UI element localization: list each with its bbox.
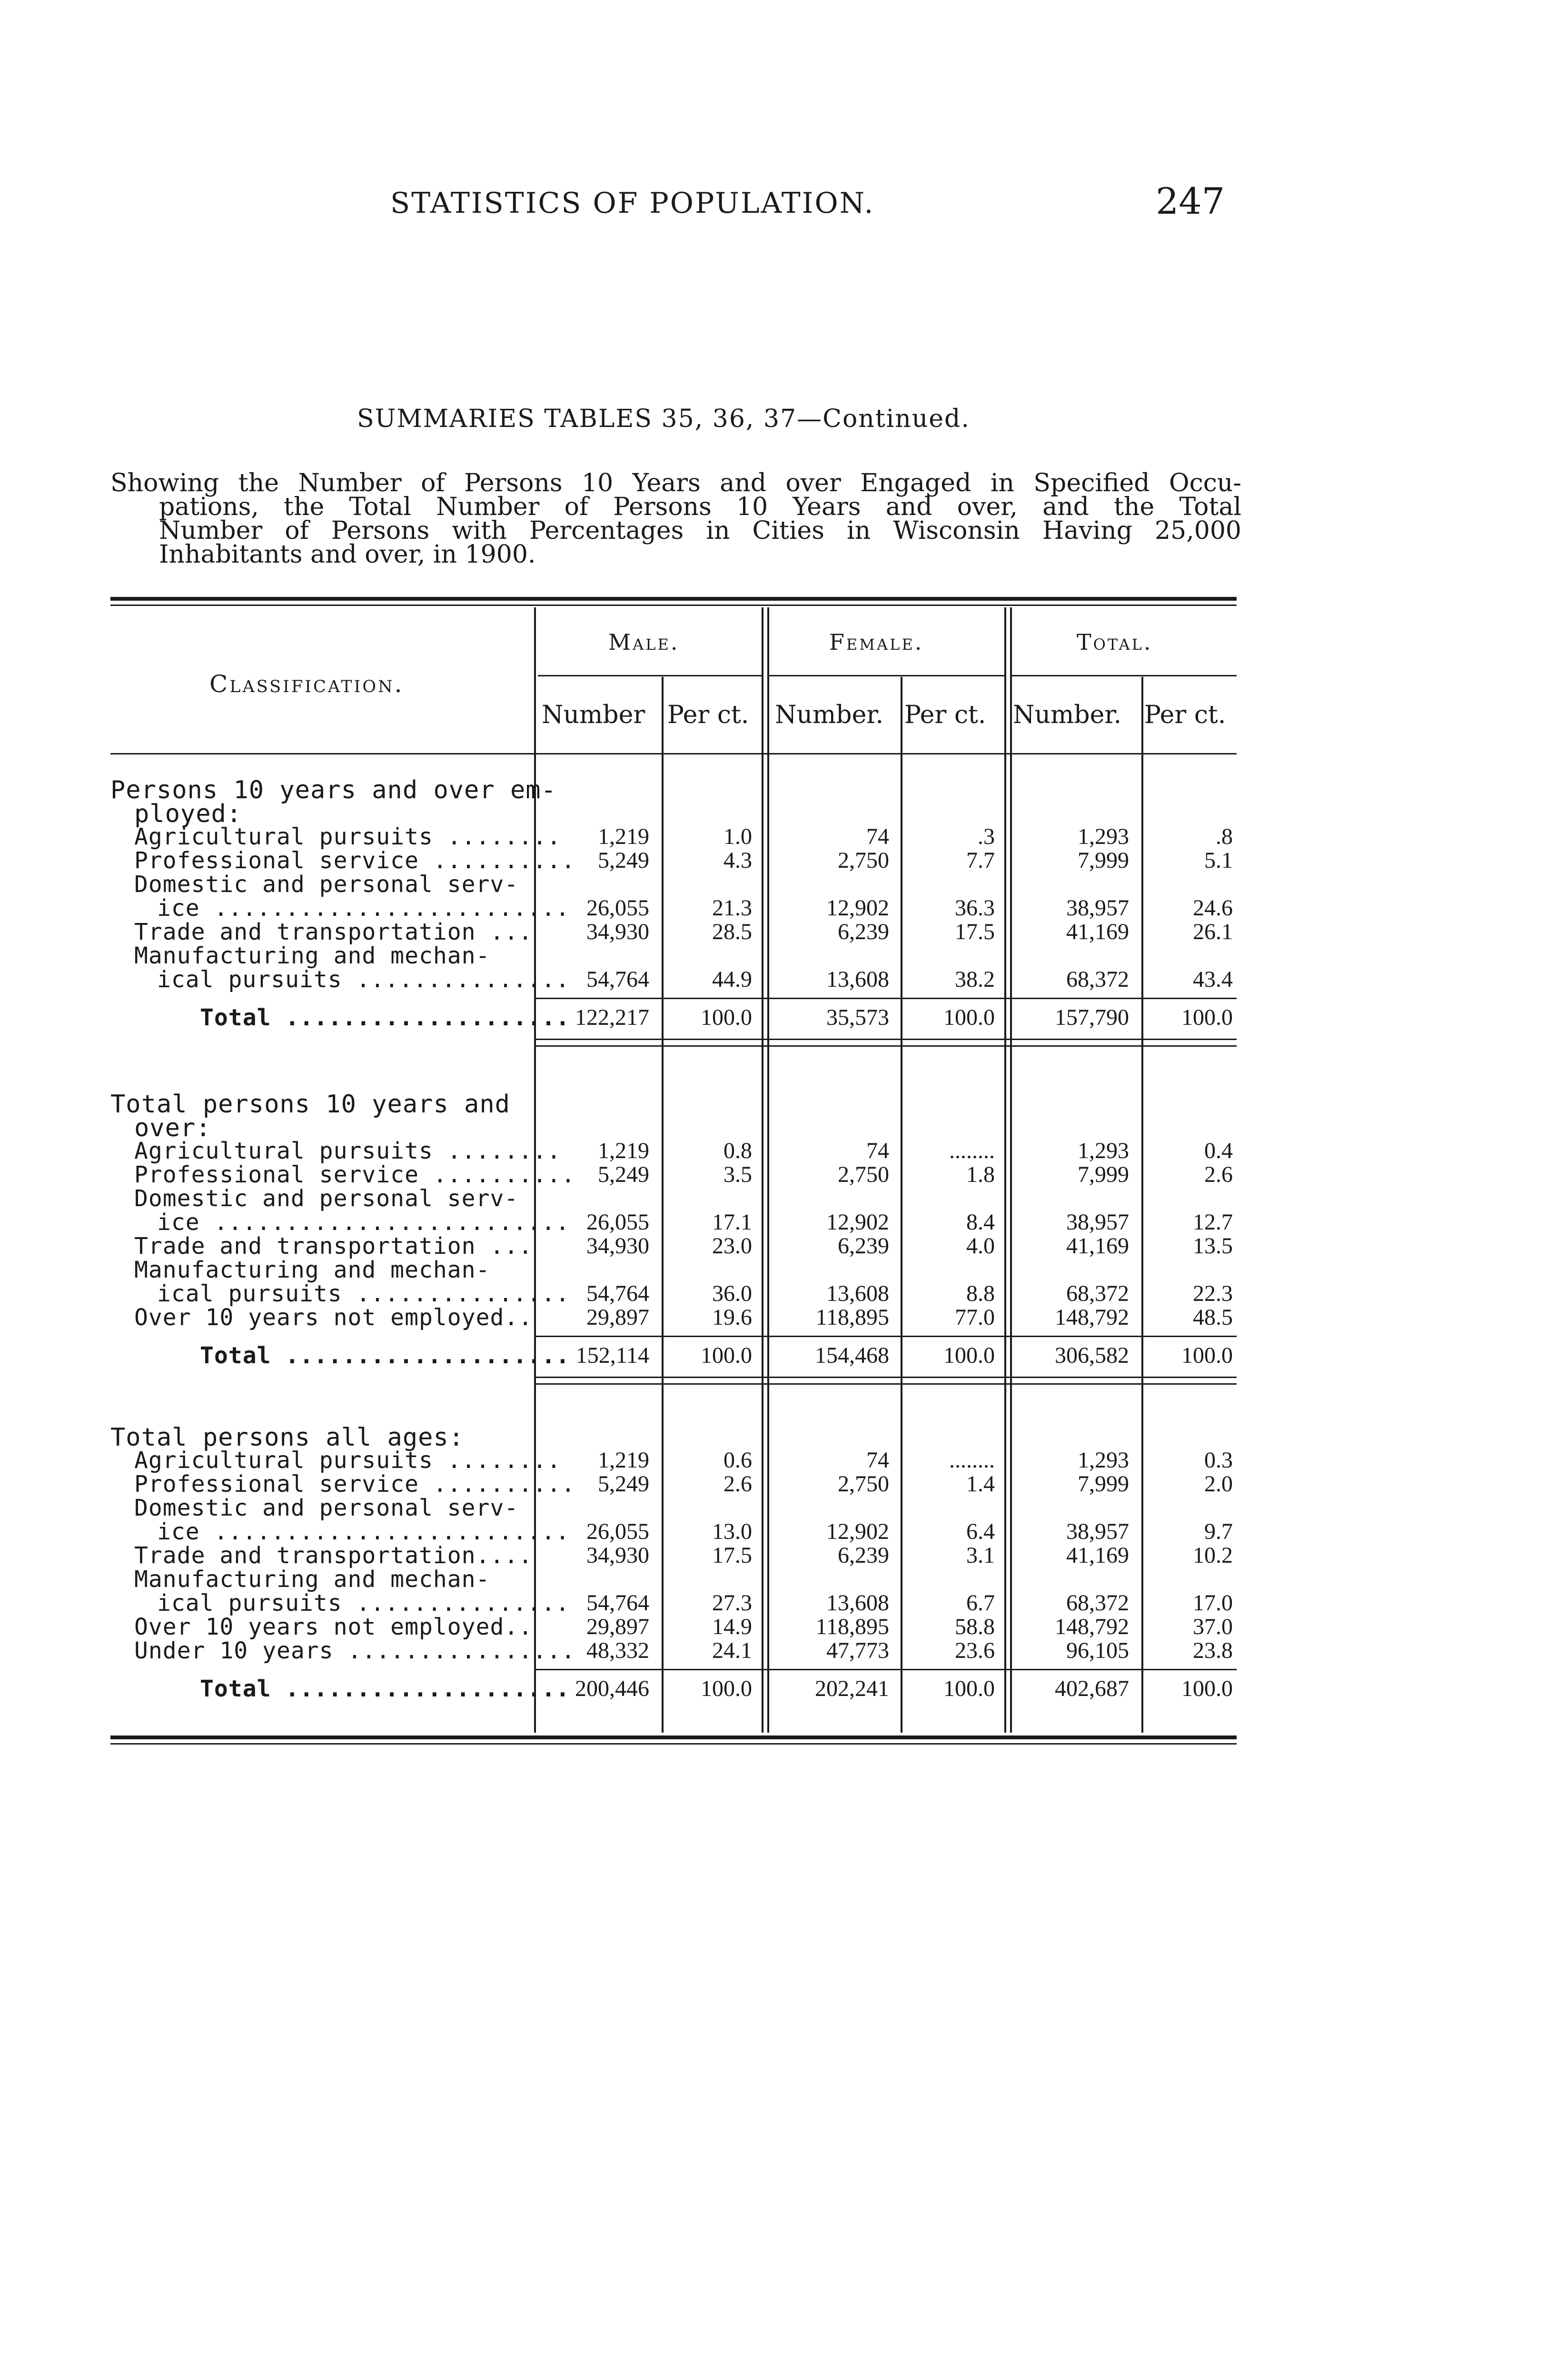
row-label: Trade and transportation ...	[134, 919, 533, 945]
table-rule	[110, 1743, 1237, 1745]
header-classification: Classification.	[209, 670, 404, 698]
number-cell: 96,105	[1066, 1638, 1129, 1663]
table-rule	[110, 753, 1237, 754]
percent-cell: 5.1	[1204, 848, 1233, 873]
caption-line: pations, the Total Number of Persons 10 Years and over, and the Total	[159, 493, 1241, 521]
percent-cell: 28.5	[712, 919, 752, 944]
header-male: Male.	[608, 629, 680, 655]
percent-cell: 2.0	[1204, 1471, 1233, 1497]
percent-cell: 36.3	[955, 895, 995, 921]
percent-cell: 22.3	[1193, 1281, 1233, 1306]
row-label: Manufacturing and mechan-	[134, 1257, 490, 1283]
number-cell: 148,792	[1055, 1614, 1129, 1639]
row-label: ical pursuits ...............	[157, 1590, 570, 1616]
total-label: Total ....................	[200, 1004, 570, 1031]
number-cell: 1,219	[598, 824, 649, 849]
number-cell: 41,169	[1066, 1543, 1129, 1568]
header-female: Female.	[829, 629, 924, 655]
number-cell: 13,608	[826, 1590, 889, 1616]
number-cell: 2,750	[838, 1162, 889, 1187]
percent-cell: 38.2	[955, 967, 995, 992]
total-value-cell: 100.0	[1181, 1343, 1233, 1368]
total-value-cell: 100.0	[1181, 1676, 1233, 1701]
percent-cell: 10.2	[1193, 1543, 1233, 1568]
total-value-cell: 100.0	[943, 1676, 995, 1701]
percent-cell: 4.3	[723, 848, 752, 873]
percent-cell: 8.4	[966, 1210, 995, 1235]
number-cell: 5,249	[598, 848, 649, 873]
total-value-cell: 306,582	[1055, 1343, 1129, 1368]
number-cell: 34,930	[586, 1233, 649, 1259]
table-rule	[1012, 675, 1237, 676]
number-cell: 13,608	[826, 1281, 889, 1306]
number-cell: 26,055	[586, 895, 649, 921]
percent-cell: 0.4	[1204, 1138, 1233, 1163]
row-label: Professional service ..........	[134, 847, 575, 874]
percent-cell: .8	[1216, 824, 1233, 849]
percent-cell: 17.1	[712, 1210, 752, 1235]
number-cell: 38,957	[1066, 895, 1129, 921]
column-separator	[901, 677, 902, 1733]
percent-cell: 8.8	[966, 1281, 995, 1306]
row-label: ice .........................	[157, 895, 570, 922]
percent-cell: 24.1	[712, 1638, 752, 1663]
total-value-cell: 100.0	[701, 1005, 752, 1030]
row-label: Trade and transportation ...	[134, 1233, 533, 1259]
row-label: ical pursuits ...............	[157, 1280, 570, 1307]
percent-cell: 4.0	[966, 1233, 995, 1259]
percent-cell: ........	[949, 1138, 995, 1163]
table-rule	[110, 597, 1237, 601]
percent-cell: 12.7	[1193, 1210, 1233, 1235]
percent-cell: 13.5	[1193, 1233, 1233, 1259]
subheader-cell: Number	[542, 701, 645, 729]
number-cell: 148,792	[1055, 1305, 1129, 1330]
table-rule	[110, 605, 1237, 606]
total-value-cell: 402,687	[1055, 1676, 1129, 1701]
column-separator	[1004, 607, 1006, 1733]
table-rule	[534, 1669, 1237, 1670]
number-cell: 6,239	[838, 1233, 889, 1259]
percent-cell: 14.9	[712, 1614, 752, 1639]
number-cell: 12,902	[826, 1210, 889, 1235]
section-heading: Total persons 10 years and	[110, 1090, 510, 1119]
percent-cell: 6.7	[966, 1590, 995, 1616]
number-cell: 74	[866, 824, 889, 849]
number-cell: 7,999	[1078, 1471, 1129, 1497]
number-cell: 54,764	[586, 1281, 649, 1306]
percent-cell: 13.0	[712, 1519, 752, 1544]
number-cell: 118,895	[815, 1614, 889, 1639]
number-cell: 6,239	[838, 919, 889, 944]
number-cell: 29,897	[586, 1305, 649, 1330]
row-label: Manufacturing and mechan-	[134, 1566, 490, 1593]
percent-cell: 1.8	[966, 1162, 995, 1187]
row-label: Agricultural pursuits ........	[134, 1138, 561, 1164]
total-value-cell: 200,446	[575, 1676, 649, 1701]
total-value-cell: 157,790	[1055, 1005, 1129, 1030]
number-cell: 5,249	[598, 1471, 649, 1497]
caption-line: Showing the Number of Persons 10 Years and over Engaged in Specified Occu-	[110, 469, 1241, 497]
percent-cell: 43.4	[1193, 967, 1233, 992]
row-label: Professional service ..........	[134, 1471, 575, 1497]
number-cell: 1,293	[1078, 1138, 1129, 1163]
number-cell: 1,219	[598, 1448, 649, 1473]
percent-cell: 7.7	[966, 848, 995, 873]
table-rule	[534, 1039, 1237, 1040]
number-cell: 13,608	[826, 967, 889, 992]
percent-cell: 23.8	[1193, 1638, 1233, 1663]
column-separator	[1010, 607, 1012, 1733]
subheader-cell: Number.	[1013, 701, 1122, 729]
number-cell: 68,372	[1066, 1590, 1129, 1616]
row-label: Manufacturing and mechan-	[134, 942, 490, 969]
total-value-cell: 202,241	[815, 1676, 889, 1701]
column-separator	[767, 607, 769, 1733]
number-cell: 2,750	[838, 848, 889, 873]
number-cell: 74	[866, 1448, 889, 1473]
total-label: Total ....................	[200, 1342, 570, 1369]
total-value-cell: 154,468	[815, 1343, 889, 1368]
total-value-cell: 100.0	[943, 1343, 995, 1368]
number-cell: 41,169	[1066, 1233, 1129, 1259]
number-cell: 74	[866, 1138, 889, 1163]
row-label: ice .........................	[157, 1518, 570, 1545]
percent-cell: 36.0	[712, 1281, 752, 1306]
percent-cell: 23.0	[712, 1233, 752, 1259]
total-label: Total ....................	[200, 1676, 570, 1702]
percent-cell: 1.0	[723, 824, 752, 849]
percent-cell: 21.3	[712, 895, 752, 921]
number-cell: 68,372	[1066, 1281, 1129, 1306]
row-label: Professional service ..........	[134, 1161, 575, 1188]
subheader-cell: Per ct.	[1144, 701, 1226, 729]
table-rule	[534, 1383, 1237, 1385]
percent-cell: 2.6	[723, 1471, 752, 1497]
percent-cell: 48.5	[1193, 1305, 1233, 1330]
number-cell: 47,773	[826, 1638, 889, 1663]
column-separator	[1141, 677, 1143, 1733]
subheader-cell: Number.	[775, 701, 884, 729]
percent-cell: 58.8	[955, 1614, 995, 1639]
section-heading: Total persons all ages:	[110, 1423, 465, 1452]
percent-cell: 9.7	[1204, 1519, 1233, 1544]
total-value-cell: 100.0	[701, 1343, 752, 1368]
number-cell: 48,332	[586, 1638, 649, 1663]
table-rule	[538, 675, 762, 676]
percent-cell: 2.6	[1204, 1162, 1233, 1187]
number-cell: 68,372	[1066, 967, 1129, 992]
column-separator	[762, 607, 763, 1733]
number-cell: 26,055	[586, 1519, 649, 1544]
number-cell: 1,293	[1078, 824, 1129, 849]
table-rule	[534, 1045, 1237, 1047]
number-cell: 7,999	[1078, 1162, 1129, 1187]
percent-cell: 37.0	[1193, 1614, 1233, 1639]
number-cell: 12,902	[826, 1519, 889, 1544]
number-cell: 118,895	[815, 1305, 889, 1330]
subheader-cell: Per ct.	[904, 701, 986, 729]
number-cell: 34,930	[586, 1543, 649, 1568]
total-value-cell: 122,217	[575, 1005, 649, 1030]
number-cell: 29,897	[586, 1614, 649, 1639]
row-label: Domestic and personal serv-	[134, 1495, 519, 1521]
percent-cell: 27.3	[712, 1590, 752, 1616]
row-label: Agricultural pursuits ........	[134, 1447, 561, 1474]
percent-cell: .3	[978, 824, 995, 849]
table-title: SUMMARIES TABLES 35, 36, 37—Continued.	[357, 405, 970, 433]
section-heading: ployed:	[134, 800, 242, 828]
row-label: Over 10 years not employed..	[134, 1614, 533, 1640]
page-number: 247	[1156, 180, 1225, 222]
percent-cell: ........	[949, 1448, 995, 1473]
table-caption	[110, 469, 1241, 569]
percent-cell: 19.6	[712, 1305, 752, 1330]
number-cell: 1,219	[598, 1138, 649, 1163]
percent-cell: 6.4	[966, 1519, 995, 1544]
row-label: Domestic and personal serv-	[134, 1185, 519, 1212]
table-rule	[534, 998, 1237, 999]
row-label: Trade and transportation....	[134, 1542, 533, 1569]
number-cell: 6,239	[838, 1543, 889, 1568]
percent-cell: 23.6	[955, 1638, 995, 1663]
percent-cell: 26.1	[1193, 919, 1233, 944]
running-title: STATISTICS OF POPULATION.	[390, 187, 875, 220]
number-cell: 26,055	[586, 1210, 649, 1235]
table-rule	[769, 675, 1004, 676]
number-cell: 41,169	[1066, 919, 1129, 944]
row-label: Under 10 years ................	[134, 1637, 575, 1664]
number-cell: 1,293	[1078, 1448, 1129, 1473]
percent-cell: 17.5	[955, 919, 995, 944]
total-value-cell: 100.0	[943, 1005, 995, 1030]
number-cell: 12,902	[826, 895, 889, 921]
number-cell: 7,999	[1078, 848, 1129, 873]
header-total: Total.	[1077, 629, 1153, 655]
table-rule	[534, 1336, 1237, 1337]
row-label: Domestic and personal serv-	[134, 871, 519, 898]
number-cell: 38,957	[1066, 1519, 1129, 1544]
percent-cell: 17.5	[712, 1543, 752, 1568]
subheader-cell: Per ct.	[667, 701, 749, 729]
section-heading: over:	[134, 1114, 211, 1142]
table-rule	[110, 1735, 1237, 1739]
caption-line: Number of Persons with Percentages in Cities in Wisconsin Having 25,000	[159, 516, 1241, 545]
total-value-cell: 152,114	[575, 1343, 649, 1368]
total-value-cell: 100.0	[701, 1676, 752, 1701]
row-label: Over 10 years not employed..	[134, 1304, 533, 1331]
section-heading: Persons 10 years and over em-	[110, 776, 556, 804]
percent-cell: 24.6	[1193, 895, 1233, 921]
row-label: ical pursuits ...............	[157, 966, 570, 993]
percent-cell: 0.3	[1204, 1448, 1233, 1473]
number-cell: 54,764	[586, 967, 649, 992]
percent-cell: 3.5	[723, 1162, 752, 1187]
percent-cell: 3.1	[966, 1543, 995, 1568]
column-separator	[662, 677, 664, 1733]
percent-cell: 77.0	[955, 1305, 995, 1330]
percent-cell: 0.8	[723, 1138, 752, 1163]
number-cell: 38,957	[1066, 1210, 1129, 1235]
row-label: ice .........................	[157, 1209, 570, 1236]
total-value-cell: 35,573	[826, 1005, 889, 1030]
row-label: Agricultural pursuits ........	[134, 823, 561, 850]
percent-cell: 44.9	[712, 967, 752, 992]
number-cell: 2,750	[838, 1471, 889, 1497]
percent-cell: 17.0	[1193, 1590, 1233, 1616]
caption-line: Inhabitants and over, in 1900.	[159, 540, 536, 569]
percent-cell: 1.4	[966, 1471, 995, 1497]
number-cell: 5,249	[598, 1162, 649, 1187]
number-cell: 54,764	[586, 1590, 649, 1616]
total-value-cell: 100.0	[1181, 1005, 1233, 1030]
percent-cell: 0.6	[723, 1448, 752, 1473]
table-rule	[534, 1377, 1237, 1378]
number-cell: 34,930	[586, 919, 649, 944]
